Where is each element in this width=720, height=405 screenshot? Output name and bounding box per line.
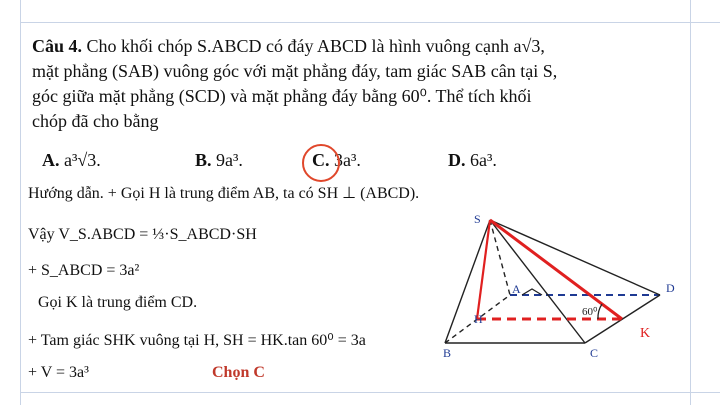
guide-line-bottom xyxy=(20,392,720,393)
segment-sh-red xyxy=(477,220,490,319)
label-s: S xyxy=(474,212,481,226)
answer-b[interactable] xyxy=(195,150,243,171)
question-line-2: mặt phẳng (SAB) vuông góc với mặt phẳng đáy, tam giác SAB cân tại S, xyxy=(32,61,558,81)
guide-line-top xyxy=(20,22,720,23)
solution-area: + S_ABCD = 3a² xyxy=(28,262,140,279)
solution-hint: Hướng dẫn. + Gọi H là trung điểm AB, ta có SH ⊥ (ABCD). xyxy=(28,185,420,202)
question-line-4: chóp đã cho bằng xyxy=(32,111,159,131)
solution-k-line: Gọi K là trung điểm CD. xyxy=(38,294,198,311)
answer-c-text: 3a³. xyxy=(334,150,361,170)
label-angle: 60⁰ xyxy=(582,306,598,318)
answer-d-text: 6a³. xyxy=(470,150,497,170)
answer-a[interactable] xyxy=(42,150,101,171)
answer-d[interactable] xyxy=(448,150,497,171)
answer-a-key: A. xyxy=(42,150,60,170)
answer-d-key: D. xyxy=(448,150,466,170)
answer-c-highlight-circle xyxy=(302,144,340,182)
label-b: B xyxy=(443,346,452,360)
label-k: K xyxy=(640,326,651,341)
label-a: A xyxy=(512,282,521,296)
solution-choose: Chọn C xyxy=(212,364,265,381)
label-h: H xyxy=(474,312,483,326)
label-d: D xyxy=(666,281,675,295)
label-c: C xyxy=(590,346,599,360)
guide-line-right xyxy=(690,0,691,405)
answer-b-key: B. xyxy=(195,150,212,170)
solution-volume: + V = 3a³ xyxy=(28,364,89,381)
answer-b-text: 9a³. xyxy=(216,150,243,170)
solution-vay xyxy=(28,226,257,244)
question-label: Câu 4. xyxy=(32,36,83,56)
answer-c-key: C. xyxy=(312,150,330,170)
answer-a-text: a³√3. xyxy=(64,150,101,170)
solution-triangle: + Tam giác SHK vuông tại H, SH = HK.tan 60⁰ = 3a xyxy=(28,332,366,349)
question-text xyxy=(32,34,652,134)
solution-vay-formula: V_S.ABCD = ⅓·S_ABCD·SH xyxy=(58,226,257,243)
angle-arc xyxy=(598,304,602,319)
pyramid-figure xyxy=(430,195,690,360)
edge-sb xyxy=(445,220,490,343)
question-line-1: Cho khối chóp S.ABCD có đáy ABCD là hình vuông cạnh a√3, xyxy=(86,36,545,56)
solution-vay-label: Vậy xyxy=(28,226,55,243)
question-line-3: góc giữa mặt phẳng (SCD) và mặt phẳng đáy bằng 60⁰. Thể tích khối xyxy=(32,86,532,106)
guide-line-left xyxy=(20,0,21,405)
